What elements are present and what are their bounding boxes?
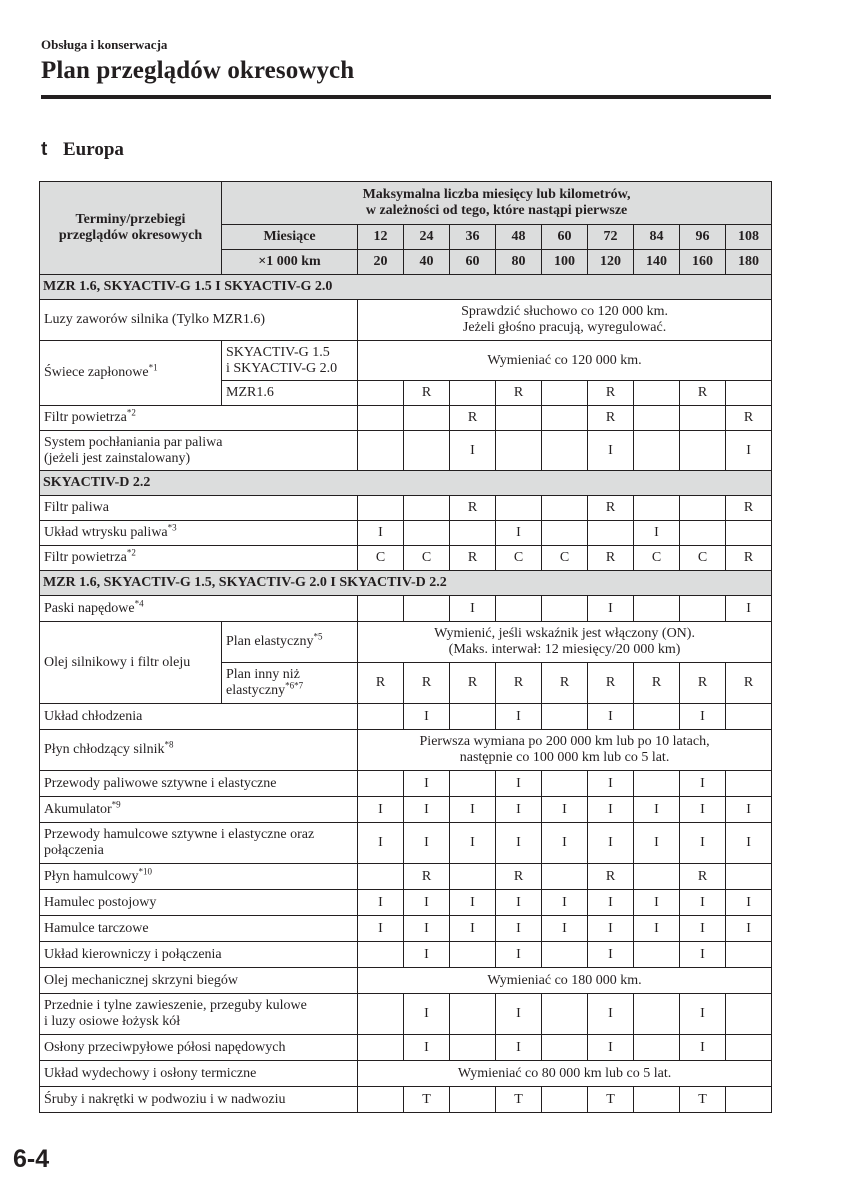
row-label: Płyn chłodzący silnik$^{*8}$ [40,730,358,771]
row-label: System pochłaniania par paliwa (jeżeli jest zainstalowany) [40,431,358,471]
interval-cell [450,381,496,406]
interval-cell: I [634,521,680,546]
table-row [40,890,772,916]
interval-cell: I [404,1035,450,1061]
interval-cell: I [496,771,542,797]
km-cell: 180 [726,250,772,275]
interval-cell: I [404,797,450,823]
row-label: Filtr paliwa [40,496,358,521]
interval-cell [496,431,542,471]
row-label: Akumulator$^{*9}$ [40,797,358,823]
interval-cell [542,596,588,622]
interval-cell: I [542,890,588,916]
interval-cell: R [680,381,726,406]
table-row [40,300,772,341]
interval-cell [542,496,588,521]
table-row [40,730,772,771]
interval-label-header: Terminy/przebiegi przeglądów okresowych [40,182,222,275]
interval-cell: R [496,381,542,406]
interval-cell: I [542,797,588,823]
region-heading [41,139,124,161]
table-row [40,994,772,1035]
interval-cell: R [726,496,772,521]
interval-cell: R [358,663,404,704]
interval-cell [542,431,588,471]
interval-cell [450,1087,496,1113]
row-label: Układ wtrysku paliwa$^{*3}$ [40,521,358,546]
interval-cell [680,431,726,471]
month-cell: 36 [450,225,496,250]
interval-cell [726,994,772,1035]
interval-cell [634,596,680,622]
interval-cell: T [496,1087,542,1113]
interval-cell [358,942,404,968]
table-row [40,596,772,622]
interval-cell: I [588,797,634,823]
interval-cell: R [680,864,726,890]
km-cell: 40 [404,250,450,275]
interval-cell [450,864,496,890]
km-cell: 60 [450,250,496,275]
interval-cell: I [358,797,404,823]
interval-cell: I [450,797,496,823]
maintenance-schedule-table [39,181,772,1113]
interval-cell: I [404,823,450,864]
interval-cell [634,1035,680,1061]
interval-cell [726,704,772,730]
month-cell: 24 [404,225,450,250]
interval-cell: R [588,663,634,704]
row-label: Układ chłodzenia [40,704,358,730]
interval-cell [404,431,450,471]
interval-cell [634,381,680,406]
interval-cell [634,942,680,968]
interval-cell: I [358,890,404,916]
interval-cell [726,942,772,968]
interval-cell: I [358,916,404,942]
interval-cell [634,994,680,1035]
interval-cell [542,406,588,431]
month-cell: 12 [358,225,404,250]
month-cell: 84 [634,225,680,250]
interval-cell: I [496,1035,542,1061]
table-row [40,823,772,864]
interval-cell: I [450,916,496,942]
table-row [40,771,772,797]
interval-cell: I [404,890,450,916]
interval-cell: I [404,994,450,1035]
interval-cell: I [496,823,542,864]
interval-cell: I [680,916,726,942]
interval-cell: R [404,864,450,890]
row-span-text: Sprawdzić słuchowo co 120 000 km. Jeżeli głośno pracują, wyregulować. [358,300,772,341]
interval-cell: I [542,823,588,864]
interval-cell [358,864,404,890]
row-label: Płyn hamulcowy$^{*10}$ [40,864,358,890]
page-number: 6-4 [13,1145,50,1173]
interval-cell: I [496,994,542,1035]
row-label: Przewody hamulcowe sztywne i elastyczne oraz połączenia [40,823,358,864]
interval-cell: I [588,771,634,797]
interval-cell: T [680,1087,726,1113]
interval-cell: R [496,864,542,890]
interval-cell [358,381,404,406]
row-span-text: Wymieniać co 80 000 km lub co 5 lat. [358,1061,772,1087]
km-cell: 80 [496,250,542,275]
interval-cell [404,406,450,431]
row-label: Filtr powietrza$^{*2}$ [40,406,358,431]
interval-cell: I [496,916,542,942]
interval-cell [634,704,680,730]
interval-cell: I [680,994,726,1035]
interval-cell: I [588,890,634,916]
interval-cell: R [450,406,496,431]
interval-cell [450,1035,496,1061]
interval-cell: I [450,596,496,622]
km-cell: 20 [358,250,404,275]
interval-cell: I [634,890,680,916]
interval-cell: R [726,406,772,431]
interval-cell [634,406,680,431]
interval-cell: T [588,1087,634,1113]
interval-cell: I [542,916,588,942]
interval-cell: I [634,916,680,942]
interval-cell [634,771,680,797]
interval-cell: R [588,864,634,890]
interval-cell [496,496,542,521]
interval-cell [542,1035,588,1061]
table-row [40,341,772,381]
interval-cell: I [726,431,772,471]
interval-cell [450,994,496,1035]
interval-cell: I [358,521,404,546]
interval-cell [496,596,542,622]
interval-cell [358,496,404,521]
table-row [40,496,772,521]
interval-cell: I [496,521,542,546]
interval-cell [634,864,680,890]
page-title: Plan przeglądów okresowych [41,57,355,84]
interval-cell: I [726,797,772,823]
table-row [40,704,772,730]
interval-cell: I [680,890,726,916]
interval-cell: I [726,596,772,622]
table-row [40,406,772,431]
interval-cell [634,496,680,521]
interval-cell [680,496,726,521]
month-cell: 48 [496,225,542,250]
interval-cell: I [404,704,450,730]
row-label: Przednie i tylne zawieszenie, przeguby kulowe i luzy osiowe łożysk kół [40,994,358,1035]
km-cell: 160 [680,250,726,275]
interval-cell [726,771,772,797]
region-label: Europa [63,139,124,160]
row-sub-label: Plan elastyczny$^{*5}$ [222,622,358,663]
interval-cell [450,942,496,968]
interval-cell: R [726,663,772,704]
row-label: Olej silnikowy i filtr oleju [40,622,222,704]
interval-cell: I [496,890,542,916]
interval-cell: R [450,546,496,571]
interval-cell: R [404,381,450,406]
row-span-text: Pierwsza wymiana po 200 000 km lub po 10 latach, następnie co 100 000 km lub co 5 lat. [358,730,772,771]
interval-cell: I [588,431,634,471]
table-row [40,546,772,571]
month-cell: 72 [588,225,634,250]
interval-cell: R [404,663,450,704]
row-span-text: Wymieniać co 120 000 km. [358,341,772,381]
interval-cell [542,771,588,797]
interval-cell: R [496,663,542,704]
table-row [40,942,772,968]
interval-cell: I [588,994,634,1035]
interval-cell [542,994,588,1035]
interval-cell: I [450,890,496,916]
interval-cell [404,496,450,521]
month-cell: 96 [680,225,726,250]
month-cell: 108 [726,225,772,250]
interval-cell [358,771,404,797]
interval-cell [358,994,404,1035]
interval-cell: I [680,942,726,968]
interval-cell [726,1087,772,1113]
interval-cell: I [680,1035,726,1061]
interval-cell: I [680,771,726,797]
interval-cell: R [680,663,726,704]
interval-cell: I [680,823,726,864]
region-bullet: t [41,139,48,160]
interval-cell: I [358,823,404,864]
interval-cell: I [496,704,542,730]
section-label: Obsługa i konserwacja [41,37,168,52]
interval-cell [358,596,404,622]
table-row [40,431,772,471]
interval-cell [358,431,404,471]
row-span-text: Wymienić, jeśli wskaźnik jest włączony (ON). (Maks. interwał: 12 miesięcy/20 000 km) [358,622,772,663]
row-label: Układ kierowniczy i połączenia [40,942,358,968]
km-cell: 120 [588,250,634,275]
row-span-text: Wymieniać co 180 000 km. [358,968,772,994]
interval-cell [634,1087,680,1113]
interval-cell [496,406,542,431]
interval-cell [358,1087,404,1113]
interval-cell: I [588,596,634,622]
interval-cell: C [542,546,588,571]
interval-cell [358,704,404,730]
interval-cell: I [450,431,496,471]
row-sub-label: SKYACTIV-G 1.5 i SKYACTIV-G 2.0 [222,341,358,381]
row-label: Śruby i nakrętki w podwoziu i w nadwoziu [40,1087,358,1113]
interval-cell: C [496,546,542,571]
table-row [40,968,772,994]
interval-cell: I [404,771,450,797]
interval-cell: I [726,823,772,864]
interval-cell: R [634,663,680,704]
row-label: Hamulec postojowy [40,890,358,916]
interval-cell: R [450,496,496,521]
km-label: ×1 000 km [222,250,358,275]
interval-cell: I [450,823,496,864]
interval-cell: I [634,823,680,864]
interval-cell [680,521,726,546]
row-label: Paski napędowe$^{*4}$ [40,596,358,622]
row-label: Przewody paliwowe sztywne i elastyczne [40,771,358,797]
section-row-all: MZR 1.6, SKYACTIV-G 1.5, SKYACTIV-G 2.0 I SKYACTIV-D 2.2 [40,571,772,596]
interval-cell: R [542,663,588,704]
interval-cell [404,596,450,622]
interval-cell: T [404,1087,450,1113]
table-row [40,1061,772,1087]
interval-cell: I [726,890,772,916]
interval-cell [726,381,772,406]
row-label: Olej mechanicznej skrzyni biegów [40,968,358,994]
interval-cell: I [588,942,634,968]
interval-cell [542,864,588,890]
interval-cell [726,1035,772,1061]
interval-cell: I [680,797,726,823]
row-label: Świece zapłonowe$^{*1}$ [40,341,222,406]
row-sub-label: MZR1.6 [222,381,358,406]
interval-cell [542,942,588,968]
row-label: Filtr powietrza$^{*2}$ [40,546,358,571]
km-cell: 100 [542,250,588,275]
interval-cell [450,521,496,546]
table-row [40,1087,772,1113]
interval-cell [634,431,680,471]
interval-cell [358,406,404,431]
interval-cell: I [588,916,634,942]
section-row-petrol: MZR 1.6, SKYACTIV-G 1.5 I SKYACTIV-G 2.0 [40,275,772,300]
max-interval-header: Maksymalna liczba miesięcy lub kilometrów, w zależności od tego, które nastąpi pierwsze [222,182,772,225]
interval-cell: C [404,546,450,571]
table-row [40,797,772,823]
interval-cell [680,406,726,431]
title-rule [41,95,771,99]
table-row [40,1035,772,1061]
interval-cell: I [496,797,542,823]
interval-cell: C [680,546,726,571]
interval-cell [542,704,588,730]
interval-cell: I [588,823,634,864]
interval-cell [358,1035,404,1061]
row-label: Osłony przeciwpyłowe półosi napędowych [40,1035,358,1061]
interval-cell [542,381,588,406]
interval-cell [588,521,634,546]
table-row [40,864,772,890]
row-label: Układ wydechowy i osłony termiczne [40,1061,358,1087]
interval-cell [726,864,772,890]
interval-cell [450,771,496,797]
interval-cell: I [680,704,726,730]
interval-cell [404,521,450,546]
interval-cell [726,521,772,546]
interval-cell: C [634,546,680,571]
interval-cell: I [588,1035,634,1061]
interval-cell: I [496,942,542,968]
interval-cell: R [588,406,634,431]
row-label: Hamulce tarczowe [40,916,358,942]
interval-cell [542,1087,588,1113]
interval-cell [450,704,496,730]
km-cell: 140 [634,250,680,275]
interval-cell: R [726,546,772,571]
row-sub-label: Plan inny niż elastyczny$^{*6*7}$ [222,663,358,704]
table-row [40,916,772,942]
interval-cell: I [404,916,450,942]
month-cell: 60 [542,225,588,250]
table-row [40,521,772,546]
interval-cell: C [358,546,404,571]
interval-cell [542,521,588,546]
interval-cell: I [726,916,772,942]
row-label: Luzy zaworów silnika (Tylko MZR1.6) [40,300,358,341]
interval-cell: I [404,942,450,968]
months-label: Miesiące [222,225,358,250]
section-row-diesel: SKYACTIV-D 2.2 [40,471,772,496]
table-row [40,622,772,663]
interval-cell: R [588,381,634,406]
interval-cell: I [634,797,680,823]
interval-cell [680,596,726,622]
interval-cell: I [588,704,634,730]
interval-cell: R [588,546,634,571]
interval-cell: R [450,663,496,704]
interval-cell: R [588,496,634,521]
